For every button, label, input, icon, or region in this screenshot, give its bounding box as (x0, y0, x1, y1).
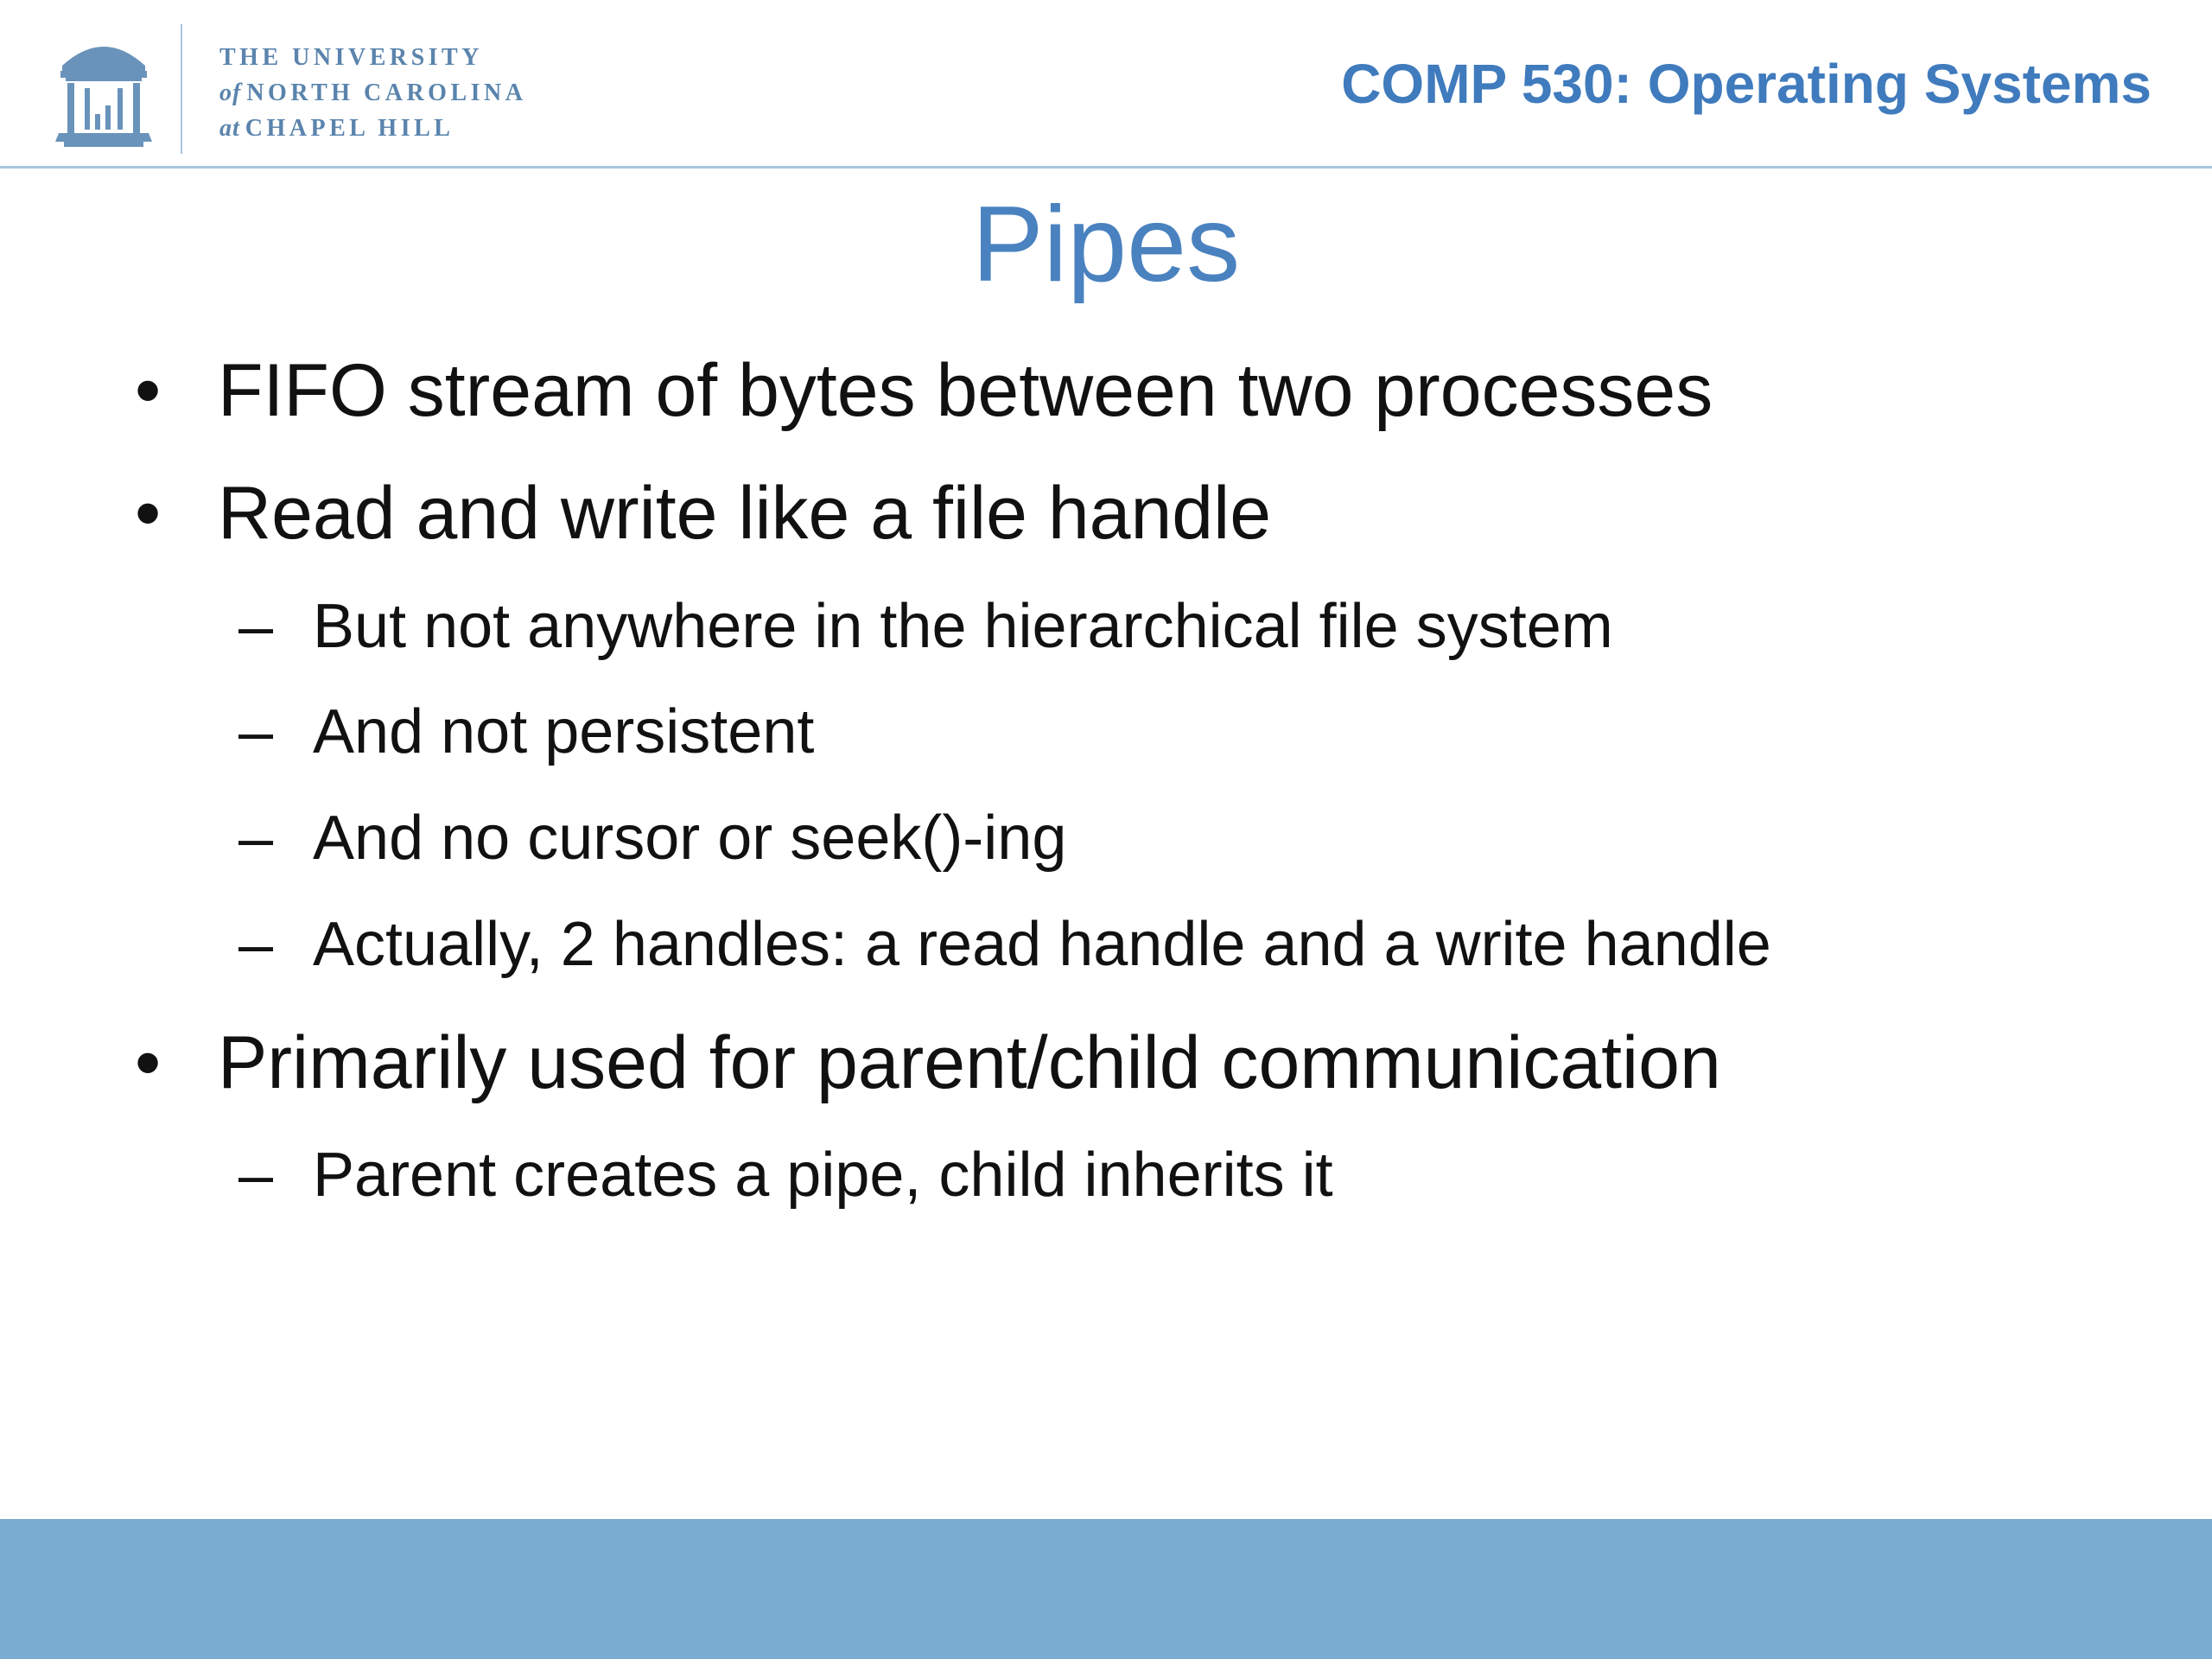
sub-bullet-text: But not anywhere in the hierarchical file system (313, 592, 1613, 661)
old-well-icon (55, 31, 152, 150)
dash-marker: – (238, 592, 274, 661)
dash-marker: – (238, 804, 274, 873)
bullet-marker: • (135, 349, 162, 432)
header-divider (0, 166, 2212, 168)
sub-bullet-text: And not persistent (313, 697, 815, 766)
wordmark-line-1: THE UNIVERSITY (219, 44, 483, 71)
sub-bullet-item (238, 907, 1771, 982)
bullet-item (135, 1020, 1721, 1106)
wordmark-line-3: at CHAPEL HILL (219, 115, 454, 142)
bullet-item (135, 347, 1713, 434)
dash-marker: – (238, 697, 274, 766)
wordmark-line-2: of NORTH CAROLINA (219, 79, 527, 106)
sub-bullet-item (238, 801, 1067, 875)
bullet-item (135, 470, 1272, 556)
sub-bullet-text: Actually, 2 handles: a read handle and a write handle (313, 910, 1771, 979)
sub-bullet-text: Parent creates a pipe, child inherits it (313, 1141, 1333, 1210)
sub-bullet-text: And no cursor or seek()-ing (313, 804, 1067, 873)
bullet-marker: • (135, 1021, 162, 1104)
bullet-text: Read and write like a file handle (218, 472, 1272, 555)
bullet-text: FIFO stream of bytes between two processes (218, 349, 1713, 432)
sub-bullet-item (238, 695, 815, 769)
course-title: COMP 530: Operating Systems (1341, 53, 2152, 115)
bullet-marker: • (135, 472, 162, 555)
dash-marker: – (238, 1141, 274, 1210)
university-wordmark (219, 40, 526, 146)
logo-divider (181, 24, 182, 154)
bullet-text: Primarily used for parent/child communication (218, 1021, 1721, 1104)
sub-bullet-item (238, 1138, 1333, 1212)
dash-marker: – (238, 910, 274, 979)
slide-title: Pipes (971, 185, 1241, 304)
footer-band (0, 1519, 2212, 1659)
sub-bullet-item (238, 589, 1613, 664)
slide-header (0, 0, 2212, 168)
